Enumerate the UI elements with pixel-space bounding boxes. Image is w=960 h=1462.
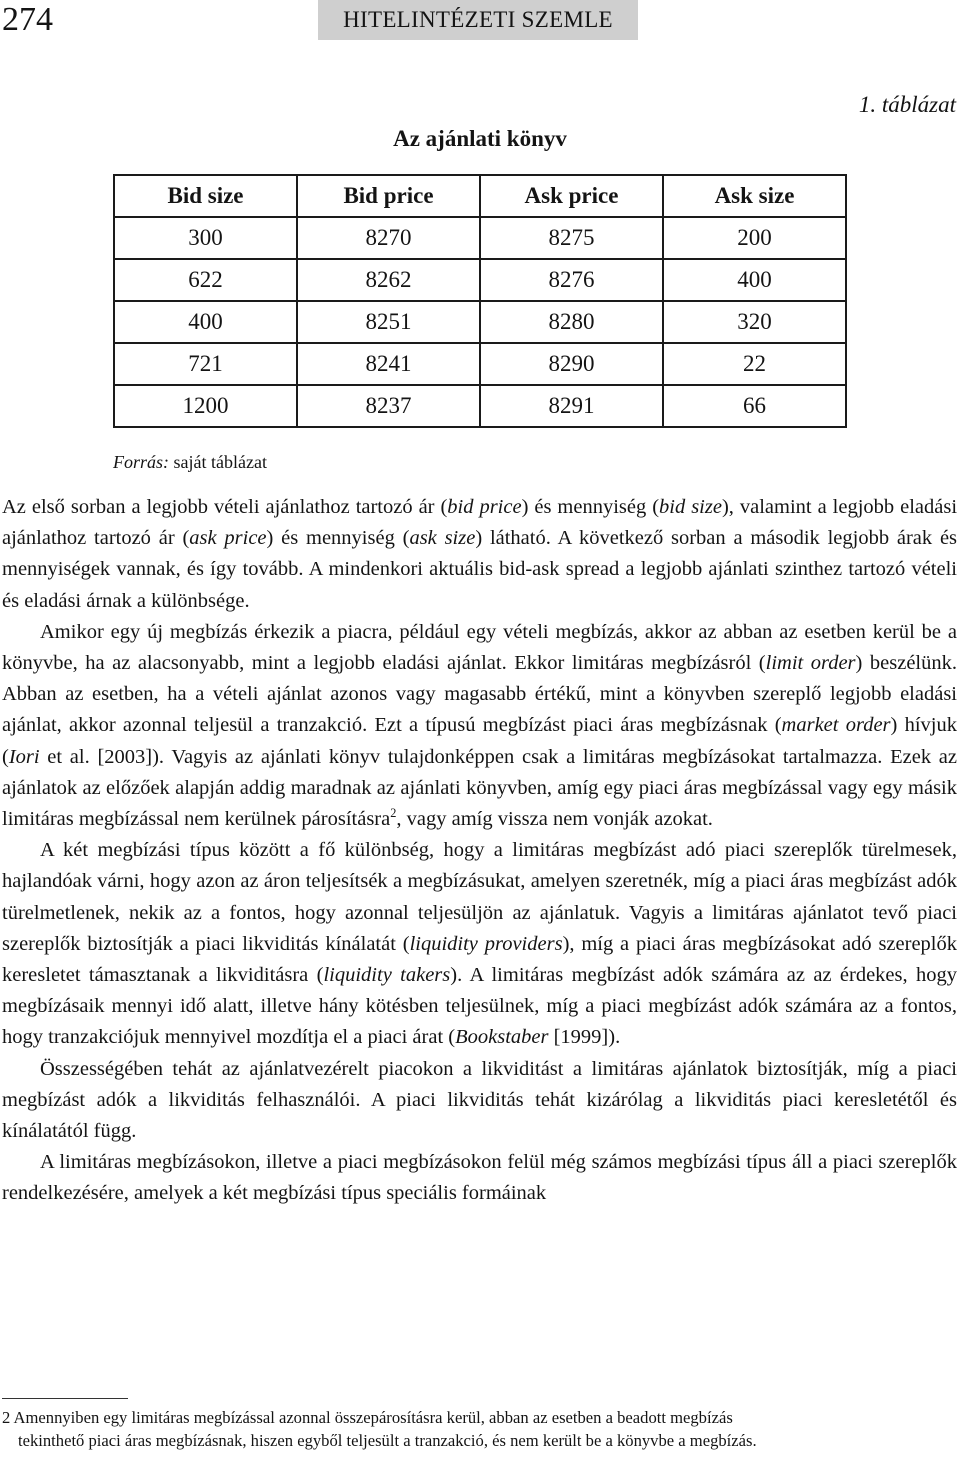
column-header-bid-size: Bid size	[114, 175, 297, 217]
table-row	[114, 259, 846, 301]
table-row	[114, 301, 846, 343]
cell-bid-size: 1200	[114, 385, 297, 427]
cell-ask-size: 320	[663, 301, 846, 343]
cell-ask-size: 200	[663, 217, 846, 259]
table-source	[113, 452, 267, 473]
cell-bid-size: 622	[114, 259, 297, 301]
table-header-row	[114, 175, 846, 217]
table-title: Az ajánlati könyv	[393, 126, 567, 151]
cell-ask-price: 8291	[480, 385, 663, 427]
cell-ask-price: 8276	[480, 259, 663, 301]
cell-bid-size: 400	[114, 301, 297, 343]
cell-ask-size: 66	[663, 385, 846, 427]
page-number: 274	[2, 1, 53, 38]
cell-ask-price: 8275	[480, 217, 663, 259]
cell-ask-price: 8290	[480, 343, 663, 385]
footnote-number: 2	[2, 1408, 11, 1427]
source-label: Forrás:	[113, 452, 170, 472]
source-text: saját táblázat	[173, 452, 267, 472]
cell-bid-size: 721	[114, 343, 297, 385]
cell-bid-price: 8237	[297, 385, 480, 427]
column-header-ask-size: Ask size	[663, 175, 846, 217]
paragraph: Az első sorban a legjobb vételi ajánlathoz tartozó ár (bid price) és mennyiség (bid size), valamint a legjobb eladási ajánlathoz tartozó ár (ask price) és mennyiség (ask size) látható. A következő sorban a második legjobb árak és mennyiségek vannak, és így tovább. A mindenkori aktuális bid-ask spread a legjobb ajánlati szinthez tartozó vételi és eladási árnak a különbsége.	[2, 496, 958, 612]
footnote-marker: 2	[390, 806, 397, 821]
cell-ask-size: 22	[663, 343, 846, 385]
order-book-table	[113, 174, 847, 428]
table-row	[114, 217, 846, 259]
table-row	[114, 343, 846, 385]
page-header	[0, 0, 960, 44]
table-row	[114, 385, 846, 427]
footnote-divider	[2, 1398, 128, 1399]
column-header-bid-price: Bid price	[297, 175, 480, 217]
cell-bid-price: 8270	[297, 217, 480, 259]
paragraph: Összességében tehát az ajánlatvezérelt piacokon a likviditást a limitáras ajánlatok biztosítják, míg a piaci megbízást adók a likviditás felhasználói. A piaci likviditás tehát kizárólag a likviditás piaci keresletétől és kínálatától függ.	[2, 1057, 957, 1143]
paragraph: A limitáras megbízásokon, illetve a piaci megbízásokon felül még számos megbízási típus áll a piaci szereplők rendelkezésére, amelyek a két megbízási típus speciális formáinak	[2, 1151, 957, 1205]
paragraph: Amikor egy új megbízás érkezik a piacra, például egy vételi megbízás, akkor az abban az esetben kerül be a könyvbe, ha az alacsonyabb, mint a legjobb eladási ajánlat. Ekkor limitáras megbízásról (limit order) beszélünk. Abban az esetben, ha a vételi ajánlat azonos vagy magasabb értékű, mint a könyvben szereplő legjobb eladási ajánlat, akkor azonnal teljesül a tranzakció. Ezt a típusú megbízást piaci áras megbízásnak (market order) hívjuk (Iori et al. [2003]). Vagyis az ajánlati könyv tulajdonképpen csak a limitáras megbízásokat tartalmazza. Ezek az ajánlatok az előzőek alapján addig maradnak az ajánlati könyvben, amíg egy piaci áras megbízással vagy egy másik limitáras megbízással nem kerülnek párosításra$^2$, vagy amíg vissza nem vonják azokat.	[2, 620, 957, 831]
cell-bid-price: 8251	[297, 301, 480, 343]
cell-bid-price: 8262	[297, 259, 480, 301]
body-text	[2, 492, 957, 1210]
column-header-ask-price: Ask price	[480, 175, 663, 217]
cell-bid-size: 300	[114, 217, 297, 259]
cell-ask-price: 8280	[480, 301, 663, 343]
journal-title: HITELINTÉZETI SZEMLE	[318, 0, 638, 40]
cell-ask-size: 400	[663, 259, 846, 301]
paragraph: A két megbízási típus között a fő különbség, hogy a limitáras megbízást adó piaci szereplők türelmesek, hajlandóak várni, hogy azon az áron teljesítsék a megbízásukat, amelyen szeretnék, míg a piaci áras megbízást adók türelmetlenek, nekik az a fontos, hogy azonnal teljesüljön az ajánlatuk. Vagyis a limitáras ajánlatot tevő piaci szereplők biztosítják a piaci likviditás kínálatát (liquidity providers), míg a piaci áras megbízásokat adó szereplők keresletet támasztanak a likviditásra (liquidity takers). A limitáras megbízást adók számára az az érdekes, hogy megbízásaik mennyi idő alatt, illetve hány kötésben teljesülnek, míg a piaci megbízást adók számára az a fontos, hogy tranzakciójuk mennyivel mozdítja el a piaci árat (Bookstaber [1999]).	[2, 839, 957, 1049]
table-label: 1. táblázat	[858, 92, 956, 117]
footnote: 2 Amennyiben egy limitáras megbízással azonnal összepárosításra kerül, abban az esetben a beadott megbízás tekinthető piaci áras megbízásnak, hiszen egyből teljesült a tranzakció, és nem került be a könyvbe a megbízás.	[2, 1408, 757, 1450]
cell-bid-price: 8241	[297, 343, 480, 385]
